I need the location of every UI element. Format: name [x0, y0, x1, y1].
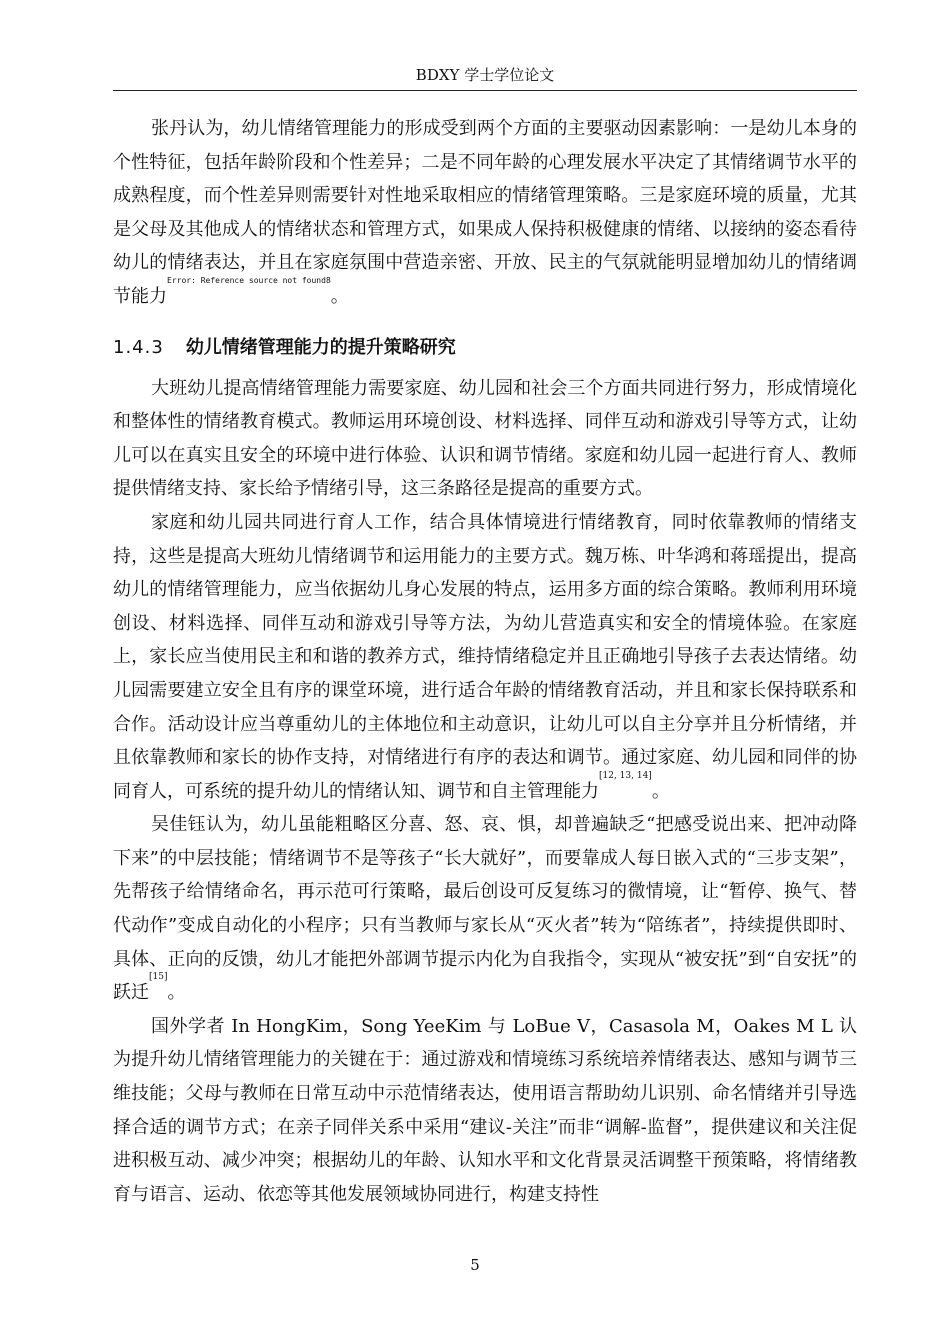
paragraph-tail: 。 — [651, 780, 670, 802]
citation: Error: Reference source not found8 — [167, 275, 331, 285]
paragraph — [113, 112, 857, 314]
paragraph — [113, 506, 857, 808]
paragraph-text: 张丹认为，幼儿情绪管理能力的形成受到两个方面的主要驱动因素影响：一是幼儿本身的个性特征，包括年龄阶段和个性差异；二是不同年龄的心理发展水平决定了其情绪调节水平的成熟程度，而个性差异则需要针对性地采取相应的情绪管理策略。三是家庭环境的质量，尤其是父母及其他成人的情绪状态和管理方式，如果成人保持积极健康的情绪、以接纳的姿态看待幼儿的情绪表达，并且在家庭氛围中营造亲密、开放、民主的气氛就能明显增加幼儿的情绪调节能力 — [113, 118, 857, 307]
paragraph-tail: 。 — [330, 285, 349, 307]
paragraph — [113, 372, 857, 506]
page-number: 5 — [470, 1256, 480, 1274]
section-heading — [113, 332, 857, 364]
header-title: BDXY 学士学位论文 — [415, 66, 555, 84]
paragraph — [113, 808, 857, 1010]
citation: [12, 13, 14] — [599, 770, 652, 781]
section-title: 幼儿情绪管理能力的提升策略研究 — [185, 336, 456, 358]
citation: [15] — [149, 972, 168, 983]
paragraph-text: 国外学者 In HongKim，Song YeeKim 与 LoBue V，Casasola M，Oakes M L 认为提升幼儿情绪管理能力的关键在于：通过游戏和情境练习系统培养情绪表达、感知与调节三维技能；父母与教师在日常互动中示范情绪表达，使用语言帮助幼儿识别、命名情绪并引导选择合适的调节方式；在亲子同伴关系中采用“建议-关注”而非“调解-监督”，提供建议和关注促进积极互动、减少冲突；根据幼儿的年龄、认知水平和文化背景灵活调整干预策略，将情绪教育与语言、运动、依恋等其他发展领域协同进行，构建支持性 — [113, 1015, 857, 1205]
page-header — [113, 62, 857, 91]
paragraph-text: 家庭和幼儿园共同进行育人工作，结合具体情境进行情绪教育，同时依靠教师的情绪支持，这些是提高大班幼儿情绪调节和运用能力的主要方式。魏万栋、叶华鸿和蒋瑶提出，提高幼儿的情绪管理能力，应当依据幼儿身心发展的特点，运用多方面的综合策略。教师利用环境创设、材料选择、同伴互动和游戏引导等方法，为幼儿营造真实和安全的情境体验。在家庭上，家长应当使用民主和和谐的教养方式，维持情绪稳定并且正确地引导孩子去表达情绪。幼儿园需要建立安全且有序的课堂环境，进行适合年龄的情绪教育活动，并且和家长保持联系和合作。活动设计应当尊重幼儿的主体地位和主动意识，让幼儿可以自主分享并且分析情绪，并且依靠教师和家长的协作支持，对情绪进行有序的表达和调节。通过家庭、幼儿园和同伴的协同育人，可系统的提升幼儿的情绪认知、调节和自主管理能力 — [113, 511, 857, 802]
section-number: 1.4.3 — [113, 336, 164, 358]
paragraph-text: 大班幼儿提高情绪管理能力需要家庭、幼儿园和社会三个方面共同进行努力，形成情境化和整体性的情绪教育模式。教师运用环境创设、材料选择、同伴互动和游戏引导等方式，让幼儿可以在真实且安全的环境中进行体验、认识和调节情绪。家庭和幼儿园一起进行育人、教师提供情绪支持、家长给予情绪引导，这三条路径是提高的重要方式。 — [113, 377, 857, 500]
paragraph-text: 吴佳钰认为，幼儿虽能粗略区分喜、怒、哀、惧，却普遍缺乏“把感受说出来、把冲动降下来”的中层技能；情绪调节不是等孩子“长大就好”，而要靠成人每日嵌入式的“三步支架”，先帮孩子给情绪命名，再示范可行策略，最后创设可反复练习的微情境，让“暂停、换气、替代动作”变成自动化的小程序；只有当教师与家长从“灭火者”转为“陪练者”，持续提供即时、具体、正向的反馈，幼儿才能把外部调节提示内化为自我指令，实现从“被安抚”到“自安抚”的跃迁 — [113, 814, 857, 1004]
paragraph — [113, 1010, 857, 1212]
paragraph-tail: 。 — [167, 982, 186, 1004]
main-content — [113, 112, 857, 1211]
